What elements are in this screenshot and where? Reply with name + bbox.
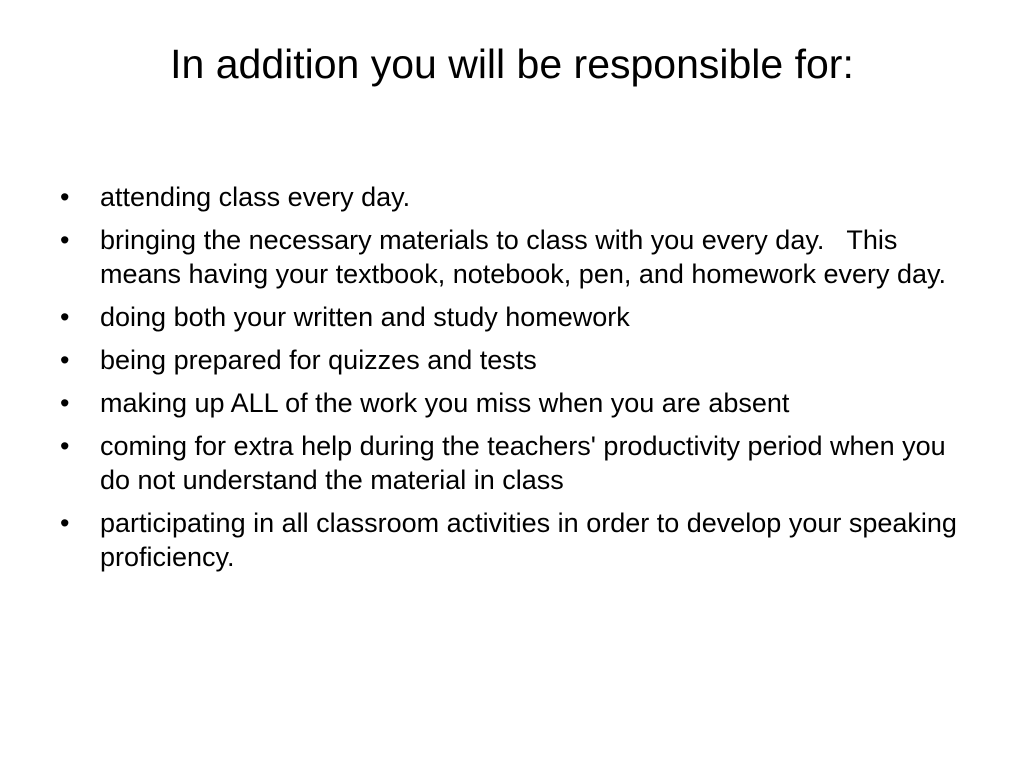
- bullet-icon: •: [60, 302, 70, 332]
- bullet-text: being prepared for quizzes and tests: [100, 345, 537, 375]
- list-item: [60, 180, 970, 214]
- bullet-icon: •: [60, 345, 70, 375]
- list-item: [60, 343, 970, 377]
- list-item: [60, 429, 970, 497]
- list-item: [60, 506, 970, 574]
- list-item: [60, 223, 970, 291]
- bullet-text: coming for extra help during the teachers' productivity period when you do not understand the material in class: [100, 431, 954, 495]
- list-item: [60, 386, 970, 420]
- bullet-icon: •: [60, 182, 70, 212]
- bullet-text: bringing the necessary materials to class with you every day. This means having your textbook, notebook, pen, and homework every day.: [100, 225, 947, 289]
- bullet-text: participating in all classroom activities in order to develop your speaking proficiency.: [100, 508, 965, 572]
- slide-title: In addition you will be responsible for:: [170, 41, 854, 87]
- bullet-icon: •: [60, 431, 70, 461]
- bullet-text: attending class every day.: [100, 182, 411, 212]
- bullet-list: [60, 180, 970, 583]
- bullet-icon: •: [60, 508, 70, 538]
- bullet-text: making up ALL of the work you miss when you are absent: [100, 388, 790, 418]
- bullet-icon: •: [60, 225, 70, 255]
- bullet-icon: •: [60, 388, 70, 418]
- list-item: [60, 300, 970, 334]
- bullet-text: doing both your written and study homework: [100, 302, 630, 332]
